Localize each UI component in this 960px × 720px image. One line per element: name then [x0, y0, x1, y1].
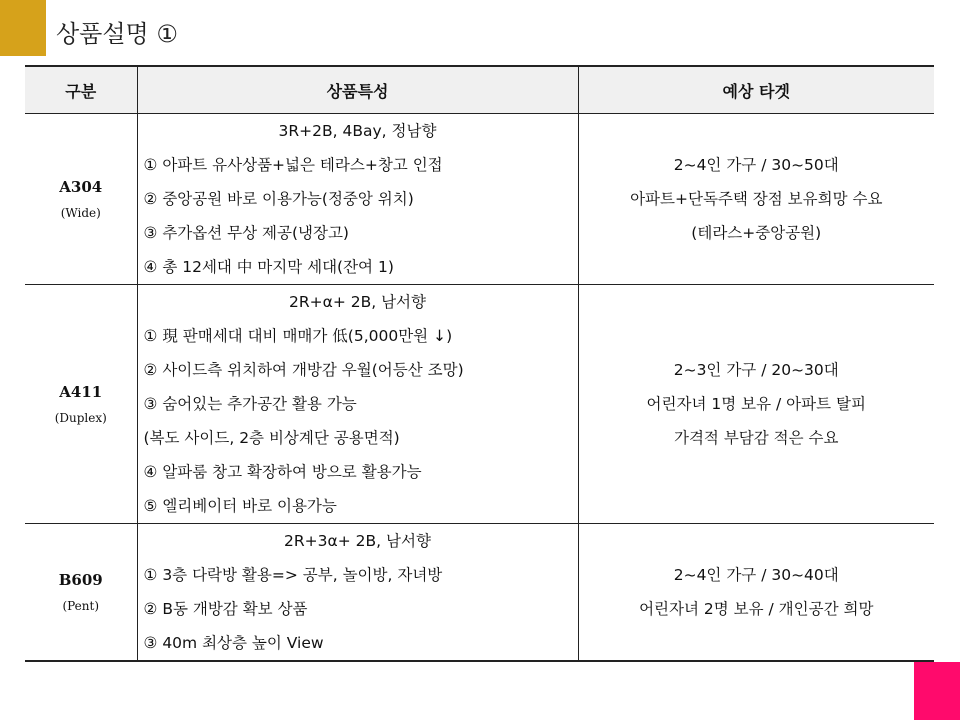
category-cell: [25, 285, 137, 524]
unit-code: B609: [58, 571, 103, 589]
feature-item: ① 아파트 유사상품+넓은 테라스+창고 인접: [143, 156, 443, 174]
feature-item: ② B동 개방감 확보 상품: [143, 600, 308, 618]
target-line: 2~3인 가구 / 20~30대: [673, 361, 839, 379]
feature-item: ⑤ 엘리베이터 바로 이용가능: [143, 497, 337, 515]
feature-item: (복도 사이드, 2층 비상계단 공용면적): [143, 429, 400, 447]
table-row: [25, 524, 934, 662]
feature-item: ③ 추가옵션 무상 제공(냉장고): [143, 224, 349, 242]
unit-code: A304: [59, 178, 103, 196]
accent-pink-block: [914, 662, 960, 720]
product-table: [25, 65, 934, 662]
target-line: 가격적 부담감 적은 수요: [673, 429, 839, 447]
unit-type: (Pent): [62, 599, 100, 613]
target-cell: [578, 524, 934, 662]
feature-title: 3R+2B, 4Bay, 정남향: [278, 122, 437, 140]
target-line: 어린자녀 2명 보유 / 개인공간 희망: [639, 600, 874, 618]
feature-item: ④ 알파룸 창고 확장하여 방으로 활용가능: [143, 463, 422, 481]
feature-item: ② 중앙공원 바로 이용가능(정중앙 위치): [143, 190, 414, 208]
features-cell: [137, 114, 578, 285]
table-header-row: [25, 66, 934, 114]
unit-type: (Duplex): [54, 411, 107, 425]
features-cell: [137, 285, 578, 524]
feature-item: ④ 총 12세대 中 마지막 세대(잔여 1): [143, 258, 394, 276]
category-cell: [25, 114, 137, 285]
header-features: 상품특성: [137, 66, 578, 114]
page-title: 상품설명 ①: [56, 20, 178, 48]
target-line: 2~4인 가구 / 30~50대: [673, 156, 839, 174]
target-line: 아파트+단독주택 장점 보유희망 수요: [630, 190, 883, 208]
category-cell: [25, 524, 137, 662]
target-cell: [578, 285, 934, 524]
feature-item: ③ 숨어있는 추가공간 활용 가능: [143, 395, 357, 413]
accent-gold-block: [0, 0, 46, 56]
features-cell: [137, 524, 578, 662]
feature-title: 2R+3α+ 2B, 남서향: [284, 532, 431, 550]
feature-item: ③ 40m 최상층 높이 View: [143, 634, 324, 652]
target-line: (테라스+중앙공원): [691, 224, 822, 242]
target-line: 어린자녀 1명 보유 / 아파트 탈피: [646, 395, 866, 413]
header-category: 구분: [25, 66, 137, 114]
feature-item: ① 3층 다락방 활용=> 공부, 놀이방, 자녀방: [143, 566, 443, 584]
unit-code: A411: [59, 383, 103, 401]
unit-type: (Wide): [60, 206, 101, 220]
header-target: 예상 타겟: [578, 66, 934, 114]
feature-item: ② 사이드측 위치하여 개방감 우월(어등산 조망): [143, 361, 464, 379]
target-line: 2~4인 가구 / 30~40대: [673, 566, 839, 584]
feature-item: ① 現 판매세대 대비 매매가 低(5,000만원 ↓): [143, 327, 453, 345]
table-row: [25, 285, 934, 524]
target-cell: [578, 114, 934, 285]
feature-title: 2R+α+ 2B, 남서향: [288, 293, 427, 311]
table-row: [25, 114, 934, 285]
